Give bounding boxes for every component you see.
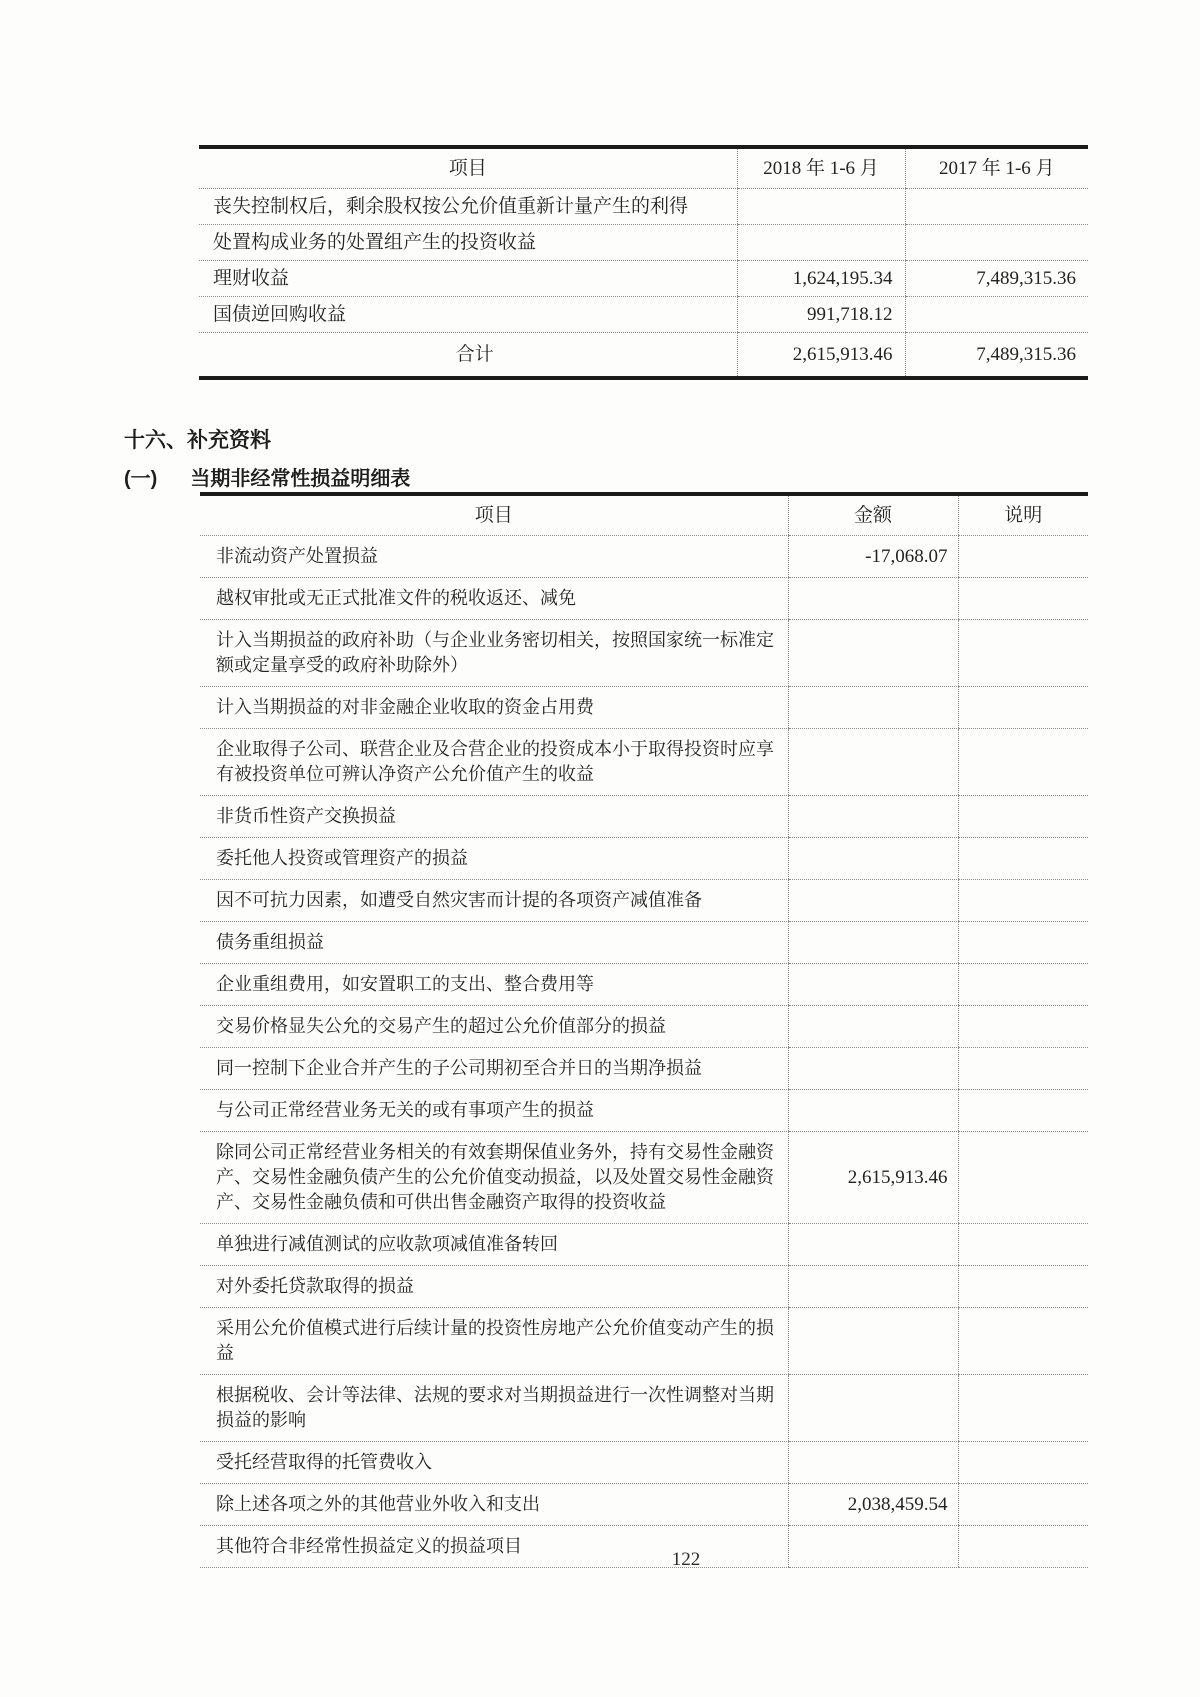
table-row (200, 1375, 1088, 1442)
cell-item: 越权审批或无正式批准文件的税收返还、减免 (200, 578, 788, 620)
page-number: 122 (671, 1549, 701, 1570)
column-header-note: 说明 (958, 494, 1088, 536)
table-row (200, 687, 1088, 729)
cell-item: 除上述各项之外的其他营业外收入和支出 (200, 1484, 788, 1526)
cell-note (958, 729, 1088, 796)
cell-amount (788, 729, 958, 796)
cell-note (958, 536, 1088, 578)
non-recurring-items-table (200, 492, 1088, 1568)
cell-item: 企业重组费用，如安置职工的支出、整合费用等 (200, 964, 788, 1006)
cell-amount (788, 1375, 958, 1442)
cell-item: 受托经营取得的托管费收入 (200, 1442, 788, 1484)
cell-item: 交易价格显失公允的交易产生的超过公允价值部分的损益 (200, 1006, 788, 1048)
cell-item: 同一控制下企业合并产生的子公司期初至合并日的当期净损益 (200, 1048, 788, 1090)
column-header-item: 项目 (199, 147, 737, 189)
cell-note (958, 1484, 1088, 1526)
cell-amount (788, 578, 958, 620)
cell-item: 单独进行减值测试的应收款项减值准备转回 (200, 1224, 788, 1266)
table-row (200, 1006, 1088, 1048)
table-row (199, 297, 1088, 333)
table-row (199, 333, 1088, 379)
cell-v2017: 7,489,315.36 (905, 333, 1088, 379)
cell-note (958, 1442, 1088, 1484)
cell-note (958, 964, 1088, 1006)
table-row (200, 1132, 1088, 1224)
cell-note (958, 1132, 1088, 1224)
table-row (200, 1266, 1088, 1308)
table-row (200, 796, 1088, 838)
cell-amount (788, 1224, 958, 1266)
table-header-row (199, 147, 1088, 189)
cell-v2017 (905, 189, 1088, 225)
cell-note (958, 1266, 1088, 1308)
cell-note (958, 1308, 1088, 1375)
cell-amount (788, 880, 958, 922)
cell-item: 对外委托贷款取得的损益 (200, 1266, 788, 1308)
cell-v2018: 1,624,195.34 (737, 261, 905, 297)
cell-amount (788, 1308, 958, 1375)
cell-note (958, 1224, 1088, 1266)
cell-item: 其他符合非经常性损益定义的损益项目 (200, 1526, 788, 1568)
cell-item: 非流动资产处置损益 (200, 536, 788, 578)
cell-amount (788, 1006, 958, 1048)
table-row (199, 261, 1088, 297)
cell-item: 国债逆回购收益 (199, 297, 737, 333)
cell-note (958, 1375, 1088, 1442)
cell-note (958, 880, 1088, 922)
cell-item: 丧失控制权后，剩余股权按公允价值重新计量产生的利得 (199, 189, 737, 225)
cell-note (958, 1090, 1088, 1132)
table-row (200, 729, 1088, 796)
cell-item: 处置构成业务的处置组产生的投资收益 (199, 225, 737, 261)
cell-item: 理财收益 (199, 261, 737, 297)
cell-v2018 (737, 189, 905, 225)
cell-v2018: 2,615,913.46 (737, 333, 905, 379)
table-row (199, 225, 1088, 261)
table-row (200, 1224, 1088, 1266)
cell-amount (788, 1442, 958, 1484)
cell-item: 合计 (455, 344, 494, 365)
cell-item: 与公司正常经营业务无关的或有事项产生的损益 (200, 1090, 788, 1132)
table-row (200, 1484, 1088, 1526)
table-row (199, 189, 1088, 225)
table-row (200, 880, 1088, 922)
cell-note (958, 620, 1088, 687)
cell-v2017 (905, 297, 1088, 333)
cell-amount: 2,615,913.46 (788, 1132, 958, 1224)
cell-note (958, 922, 1088, 964)
table-row (200, 1442, 1088, 1484)
table-row (200, 838, 1088, 880)
cell-note (958, 578, 1088, 620)
cell-item: 企业取得子公司、联营企业及合营企业的投资成本小于取得投资时应享有被投资单位可辨认净资产公允价值产生的收益 (200, 729, 788, 796)
cell-item: 计入当期损益的对非金融企业收取的资金占用费 (200, 687, 788, 729)
investment-income-table (199, 145, 1088, 380)
table-row (200, 1308, 1088, 1375)
section-heading: 十六、补充资料 (124, 429, 271, 452)
cell-note (958, 796, 1088, 838)
column-header-2017: 2017 年 1-6 月 (905, 147, 1088, 189)
cell-v2018: 991,718.12 (737, 297, 905, 333)
cell-v2017: 7,489,315.36 (905, 261, 1088, 297)
cell-v2017 (905, 225, 1088, 261)
cell-amount (788, 1266, 958, 1308)
cell-amount (788, 796, 958, 838)
cell-item: 除同公司正常经营业务相关的有效套期保值业务外，持有交易性金融资产、交易性金融负债产生的公允价值变动损益，以及处置交易性金融资产、交易性金融负债和可供出售金融资产取得的投资收益 (200, 1132, 788, 1224)
cell-note (958, 838, 1088, 880)
column-header-2018: 2018 年 1-6 月 (737, 147, 905, 189)
table-row (200, 1090, 1088, 1132)
subsection-title: 当期非经常性损益明细表 (190, 468, 411, 490)
column-header-amount: 金额 (788, 494, 958, 536)
cell-amount (788, 687, 958, 729)
subsection-marker: (一) (124, 468, 158, 490)
cell-item: 计入当期损益的政府补助（与企业业务密切相关，按照国家统一标准定额或定量享受的政府补助除外） (200, 620, 788, 687)
cell-amount (788, 1090, 958, 1132)
cell-amount (788, 1526, 958, 1568)
cell-amount: 2,038,459.54 (788, 1484, 958, 1526)
table-row (200, 578, 1088, 620)
cell-item: 根据税收、会计等法律、法规的要求对当期损益进行一次性调整对当期损益的影响 (200, 1375, 788, 1442)
cell-item: 债务重组损益 (200, 922, 788, 964)
table-row (200, 1048, 1088, 1090)
cell-note (958, 1048, 1088, 1090)
cell-item: 委托他人投资或管理资产的损益 (200, 838, 788, 880)
cell-amount (788, 922, 958, 964)
cell-note (958, 1006, 1088, 1048)
cell-note (958, 1526, 1088, 1568)
cell-amount: -17,068.07 (788, 536, 958, 578)
cell-amount (788, 1048, 958, 1090)
cell-item: 因不可抗力因素，如遭受自然灾害而计提的各项资产减值准备 (200, 880, 788, 922)
table-row (200, 536, 1088, 578)
table-header-row (200, 494, 1088, 536)
cell-item: 采用公允价值模式进行后续计量的投资性房地产公允价值变动产生的损益 (200, 1308, 788, 1375)
cell-amount (788, 620, 958, 687)
table-row (200, 964, 1088, 1006)
table-row (200, 922, 1088, 964)
cell-item: 非货币性资产交换损益 (200, 796, 788, 838)
table-row (200, 620, 1088, 687)
cell-note (958, 687, 1088, 729)
cell-amount (788, 964, 958, 1006)
subsection-heading (124, 462, 410, 491)
column-header-item: 项目 (200, 494, 788, 536)
cell-amount (788, 838, 958, 880)
cell-v2018 (737, 225, 905, 261)
